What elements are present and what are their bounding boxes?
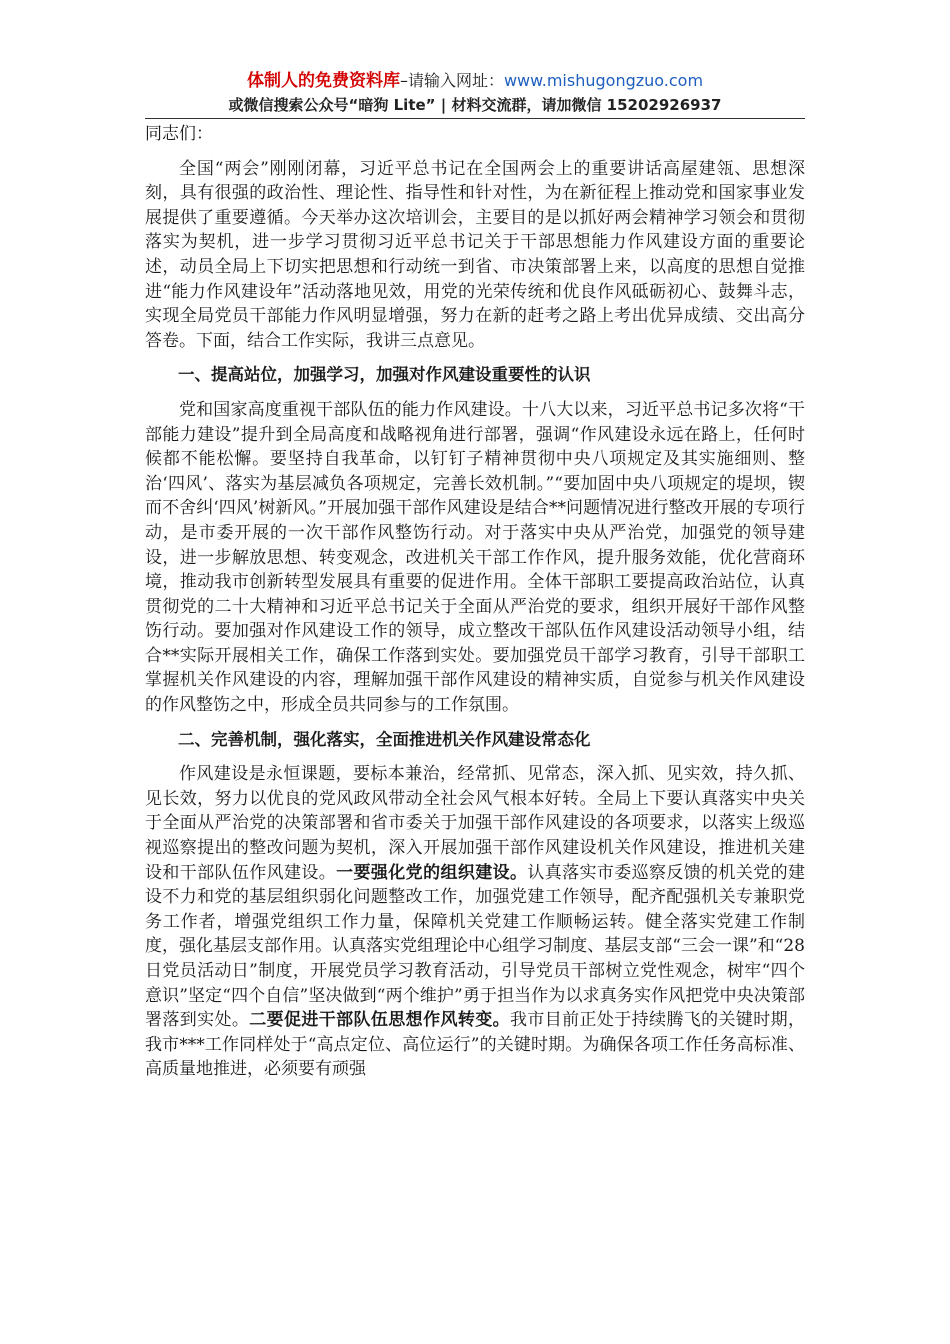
header-line-2: 或微信搜索公众号“暗狗 Lite” | 材料交流群，请加微信 15202926937 [228,96,722,114]
intro-paragraph: 全国“两会”刚刚闭幕，习近平总书记在全国两会上的重要讲话高屋建瓴、思想深刻，具有很强的政治性、理论性、指导性和针对性，为在新征程上推动党和国家事业发展提供了重要遵循。今天举办这次培训会，主要目的是以抓好两会精神学习领会和贯彻落实为契机，进一步学习贯彻习近平总书记关于干部思想能力作风建设方面的重要论述，动员全局上下切实把思想和行动统一到省、市决策部署上来，以高度的思想自觉推进“能力作风建设年”活动落地见效，用党的光荣传统和优良作风砥砺初心、鼓舞斗志，实现全局党员干部能力作风明显增强，努力在新的赶考之路上考出优异成绩、交出高分答卷。下面，结合工作实际，我讲三点意见。 [145,158,805,351]
section-2-heading: 二、完善机制，强化落实，全面推进机关作风建设常态化 [178,729,591,749]
section-2-paragraph [145,762,805,1082]
header-line-1 [145,70,805,92]
site-name: 体制人的免费资料库 [246,71,400,91]
section-1-heading: 一、提高站位，加强学习，加强对作风建设重要性的认识 [178,365,591,385]
salutation: 同志们： [145,124,213,144]
section-2-text-3: 我市目前正处于持续腾飞的关键时期，我市***工作同样处于“高点定位、高位运行”的关键时期。为确保各项工作任务高标准、高质量地推进，必须要有顽强 [145,1010,806,1080]
header-divider [145,118,805,119]
page-header [145,70,805,116]
section-1-paragraph: 党和国家高度重视干部队伍的能力作风建设。十八大以来，习近平总书记多次将“干部能力建设”提升到全局高度和战略视角进行部署，强调“作风建设永远在路上，任何时候都不能松懈。要坚持自我革命，以钉钉子精神贯彻中央八项规定及其实施细则、整治‘四风’、落实为基层减负各项规定，完善长效机制。”“要加固中央八项规定的堤坝，锲而不舍纠‘四风’树新风。”开展加强干部作风建设是结合**问题情况进行整改开展的专项行动，是市委开展的一次干部作风整饬行动。对于落实中央从严治党，加强党的领导建设，进一步解放思想、转变观念，改进机关干部工作作风，提升服务效能，优化营商环境，推动我市创新转型发展具有重要的促进作用。全体干部职工要提高政治站位，认真贯彻党的二十大精神和习近平总书记关于全面从严治党的要求，组织开展好干部作风整饬行动。要加强对作风建设工作的领导，成立整改干部队伍作风建设活动领导小组，结合**实际开展相关工作，确保工作落到实处。要加强党员干部学习教育，引导干部职工掌握机关作风建设的内容，理解加强干部作风建设的精神实质，自觉参与机关作风建设的作风整饬之中，形成全员共同参与的工作氛围。 [145,399,805,716]
site-url-link[interactable]: www.mishugongzuo.com [503,71,704,90]
url-prompt: –请输入网址： [399,71,504,90]
section-2-text-2: 认真落实市委巡察反馈的机关党的建设不力和党的基层组织弱化问题整改工作，加强党建工作领导，配齐配强机关专兼职党务工作者，增强党组织工作力量，保障机关党建工作顺畅运转。健全落实党建工作制度，强化基层支部作用。认真落实党组理论中心组学习制度、基层支部“三会一课”和“28日党员活动日”制度，开展党员学习教育活动，引导党员干部树立党性观念，树牢“四个意识”坚定“四个自信”坚决做到“两个维护”勇于担当作为以求真务实作风把党中央决策部署落到实处。 [145,862,806,1031]
section-2-text-1: 作风建设是永恒课题，要标本兼治，经常抓、见常态，深入抓、见实效，持久抓、见长效，努力以优良的党风政风带动全社会风气根本好转。全局上下要认真落实中央关于全面从严治党的决策部署和省市委关于加强干部作风建设的各项要求，以落实上级巡视巡察提出的整改问题为契机，深入开展加强干部作风建设机关作风建设，推进机关建设和干部队伍作风建设。 [145,764,805,883]
bold-point-1: 一要强化党的组织建设。 [336,862,528,883]
document-body [145,122,805,1082]
bold-point-2: 二要促进干部队伍思想作风转变。 [249,1010,510,1031]
